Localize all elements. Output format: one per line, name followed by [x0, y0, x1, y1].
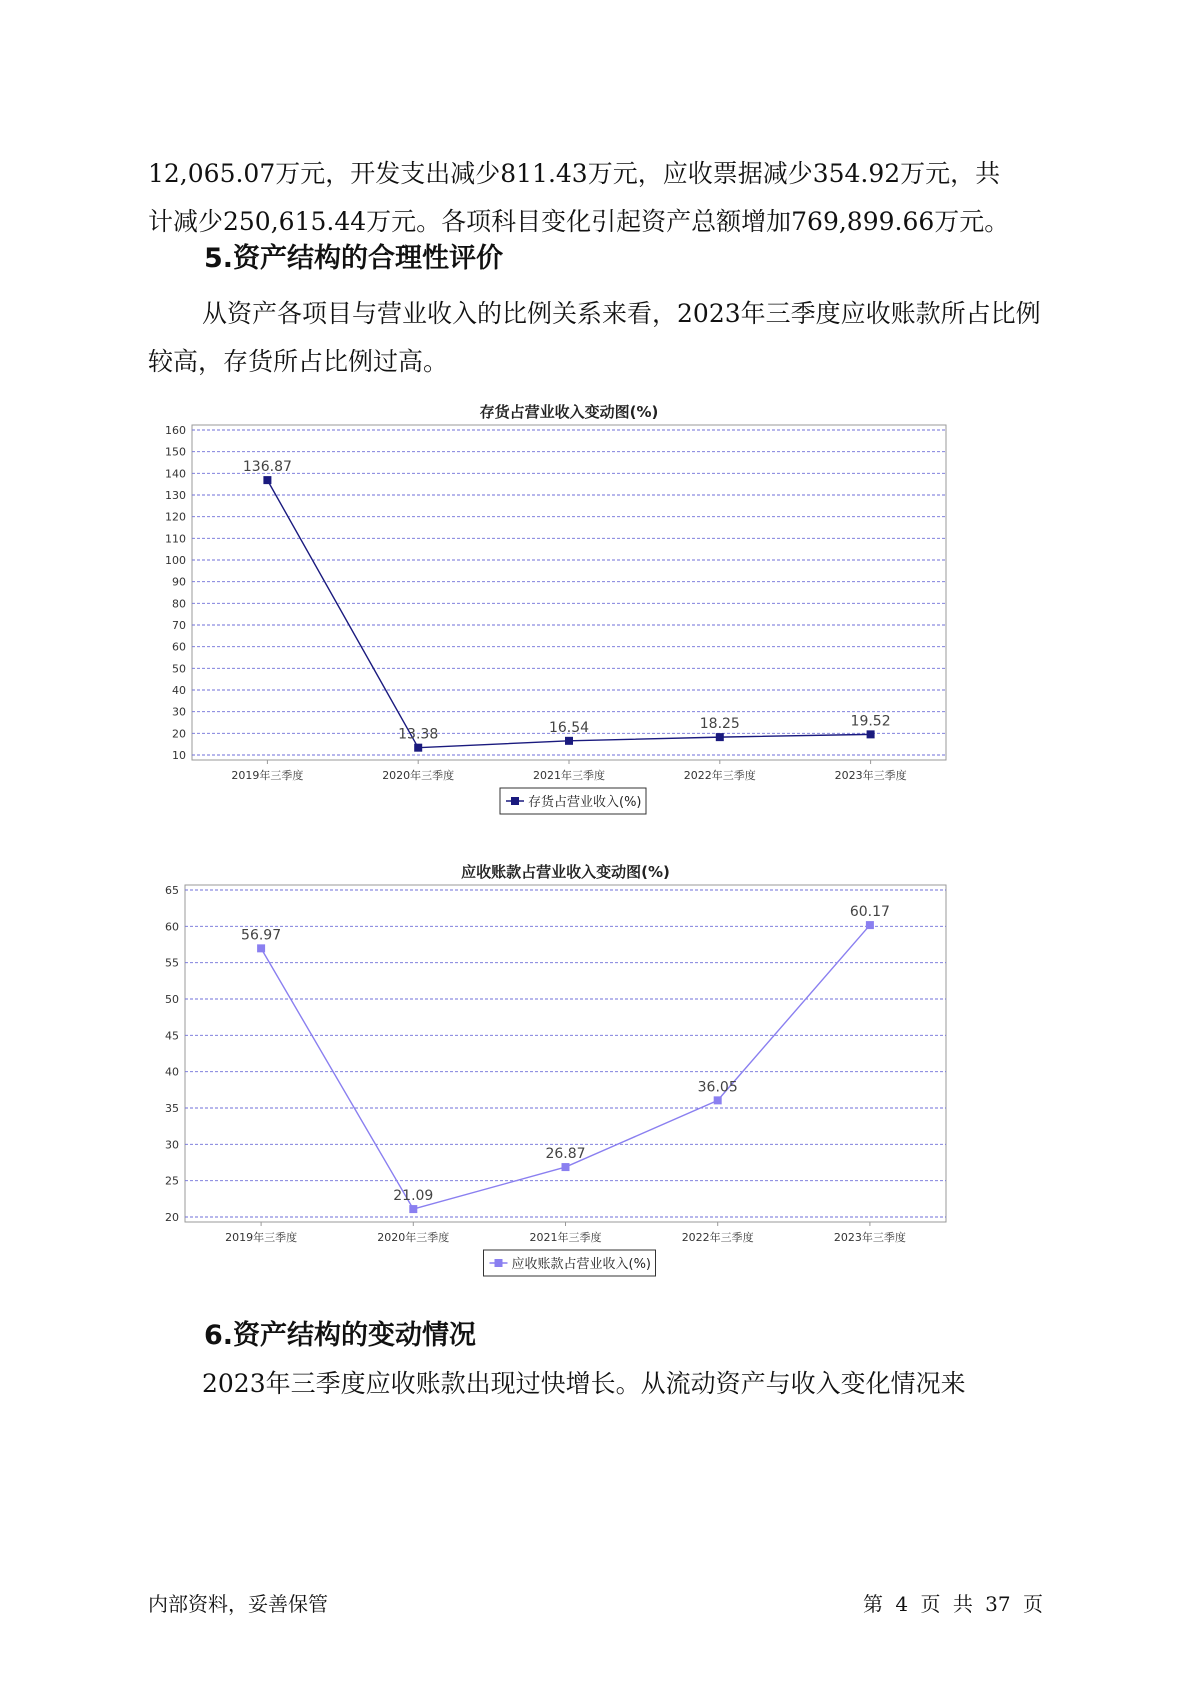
y-tick-label: 160 — [165, 424, 186, 437]
data-label: 21.09 — [393, 1188, 434, 1205]
paragraph-ratio: 从资产各项目与营业收入的比例关系来看，2023年三季度应收账款所占比例较高，存货所占比例过高。 — [148, 299, 1041, 376]
y-tick-label: 40 — [172, 684, 186, 697]
y-tick-label: 70 — [172, 619, 186, 632]
y-tick-label: 60 — [165, 920, 179, 934]
y-tick-label: 20 — [172, 727, 186, 741]
plot-area — [185, 885, 946, 1222]
y-tick-label: 65 — [165, 884, 179, 897]
x-tick-label: 2019年三季度 — [225, 1231, 298, 1244]
x-tick-label: 2019年三季度 — [231, 769, 304, 782]
y-tick-label: 140 — [165, 467, 186, 481]
paragraph-line: 12,065.07万元，开发支出减少811.43万元，应收票据减少354.92万元，共 — [148, 159, 1001, 188]
data-point — [257, 944, 265, 952]
data-point — [867, 730, 875, 738]
x-tick-label: 2021年三季度 — [533, 769, 605, 782]
y-tick-label: 20 — [165, 1211, 179, 1224]
y-tick-label: 30 — [165, 1138, 179, 1152]
footer-confidential: 内部资料，妥善保管 — [148, 1592, 328, 1616]
x-tick-label: 2021年三季度 — [529, 1231, 602, 1244]
data-label: 18.25 — [699, 716, 740, 733]
footer-page-number: 第 4 页 共 37 页 — [863, 1592, 1043, 1616]
data-label: 13.38 — [398, 726, 439, 743]
y-tick-label: 35 — [165, 1102, 179, 1115]
paragraph-asset-change — [148, 150, 1048, 246]
receivables-ratio-chart-svg — [150, 855, 1050, 1295]
y-tick-label: 45 — [165, 1029, 179, 1043]
y-tick-label: 80 — [172, 597, 186, 611]
y-tick-label: 55 — [165, 956, 179, 970]
x-tick-label: 2022年三季度 — [683, 769, 756, 782]
y-tick-label: 50 — [172, 662, 186, 676]
legend-label: 存货占营业收入(%) — [528, 795, 642, 810]
data-label: 36.05 — [697, 1079, 738, 1096]
paragraph-change: 2023年三季度应收账款出现过快增长。从流动资产与收入变化情况来 — [202, 1369, 966, 1398]
data-point — [414, 744, 422, 752]
y-tick-label: 50 — [165, 993, 179, 1006]
y-tick-label: 30 — [172, 705, 186, 719]
paragraph-line: 计减少250,615.44万元。各项科目变化引起资产总额增加769,899.66万元。 — [148, 207, 1010, 236]
y-tick-label: 10 — [172, 749, 186, 762]
chart-title: 应收账款占营业收入变动图(%) — [461, 863, 670, 881]
data-label: 26.87 — [545, 1146, 586, 1163]
y-tick-label: 40 — [165, 1065, 179, 1079]
receivables-ratio-chart — [150, 855, 1050, 1299]
y-tick-label: 150 — [165, 445, 186, 459]
chart-title: 存货占营业收入变动图(%) — [479, 403, 659, 421]
data-point — [866, 921, 874, 929]
section-heading-6: 6.资产结构的变动情况 — [204, 1320, 477, 1351]
inventory-ratio-chart — [150, 395, 1050, 839]
data-label: 136.87 — [242, 459, 292, 476]
legend-label: 应收账款占营业收入(%) — [511, 1257, 651, 1272]
data-point — [409, 1205, 417, 1213]
y-tick-label: 130 — [165, 489, 186, 502]
y-tick-label: 110 — [165, 532, 186, 546]
data-point — [565, 737, 573, 745]
plot-area — [192, 425, 946, 760]
legend-marker — [511, 797, 519, 805]
data-point — [714, 1096, 722, 1104]
y-tick-label: 120 — [165, 510, 186, 524]
x-tick-label: 2023年三季度 — [833, 1231, 906, 1244]
y-tick-label: 100 — [165, 554, 186, 567]
x-tick-label: 2023年三季度 — [834, 769, 907, 782]
y-tick-label: 25 — [165, 1174, 179, 1188]
data-point — [716, 733, 724, 741]
data-label: 19.52 — [850, 713, 891, 730]
inventory-ratio-chart-svg — [150, 395, 1050, 835]
data-point — [562, 1163, 570, 1171]
y-tick-label: 60 — [172, 640, 186, 654]
legend-marker — [495, 1259, 503, 1267]
data-point — [263, 476, 271, 484]
data-label: 60.17 — [849, 904, 890, 921]
data-label: 56.97 — [241, 927, 282, 944]
data-label: 16.54 — [548, 719, 590, 736]
x-tick-label: 2020年三季度 — [377, 1231, 450, 1244]
section-heading-5: 5.资产结构的合理性评价 — [204, 243, 504, 274]
x-tick-label: 2022年三季度 — [681, 1231, 754, 1244]
y-tick-label: 90 — [172, 575, 186, 589]
x-tick-label: 2020年三季度 — [382, 769, 455, 782]
